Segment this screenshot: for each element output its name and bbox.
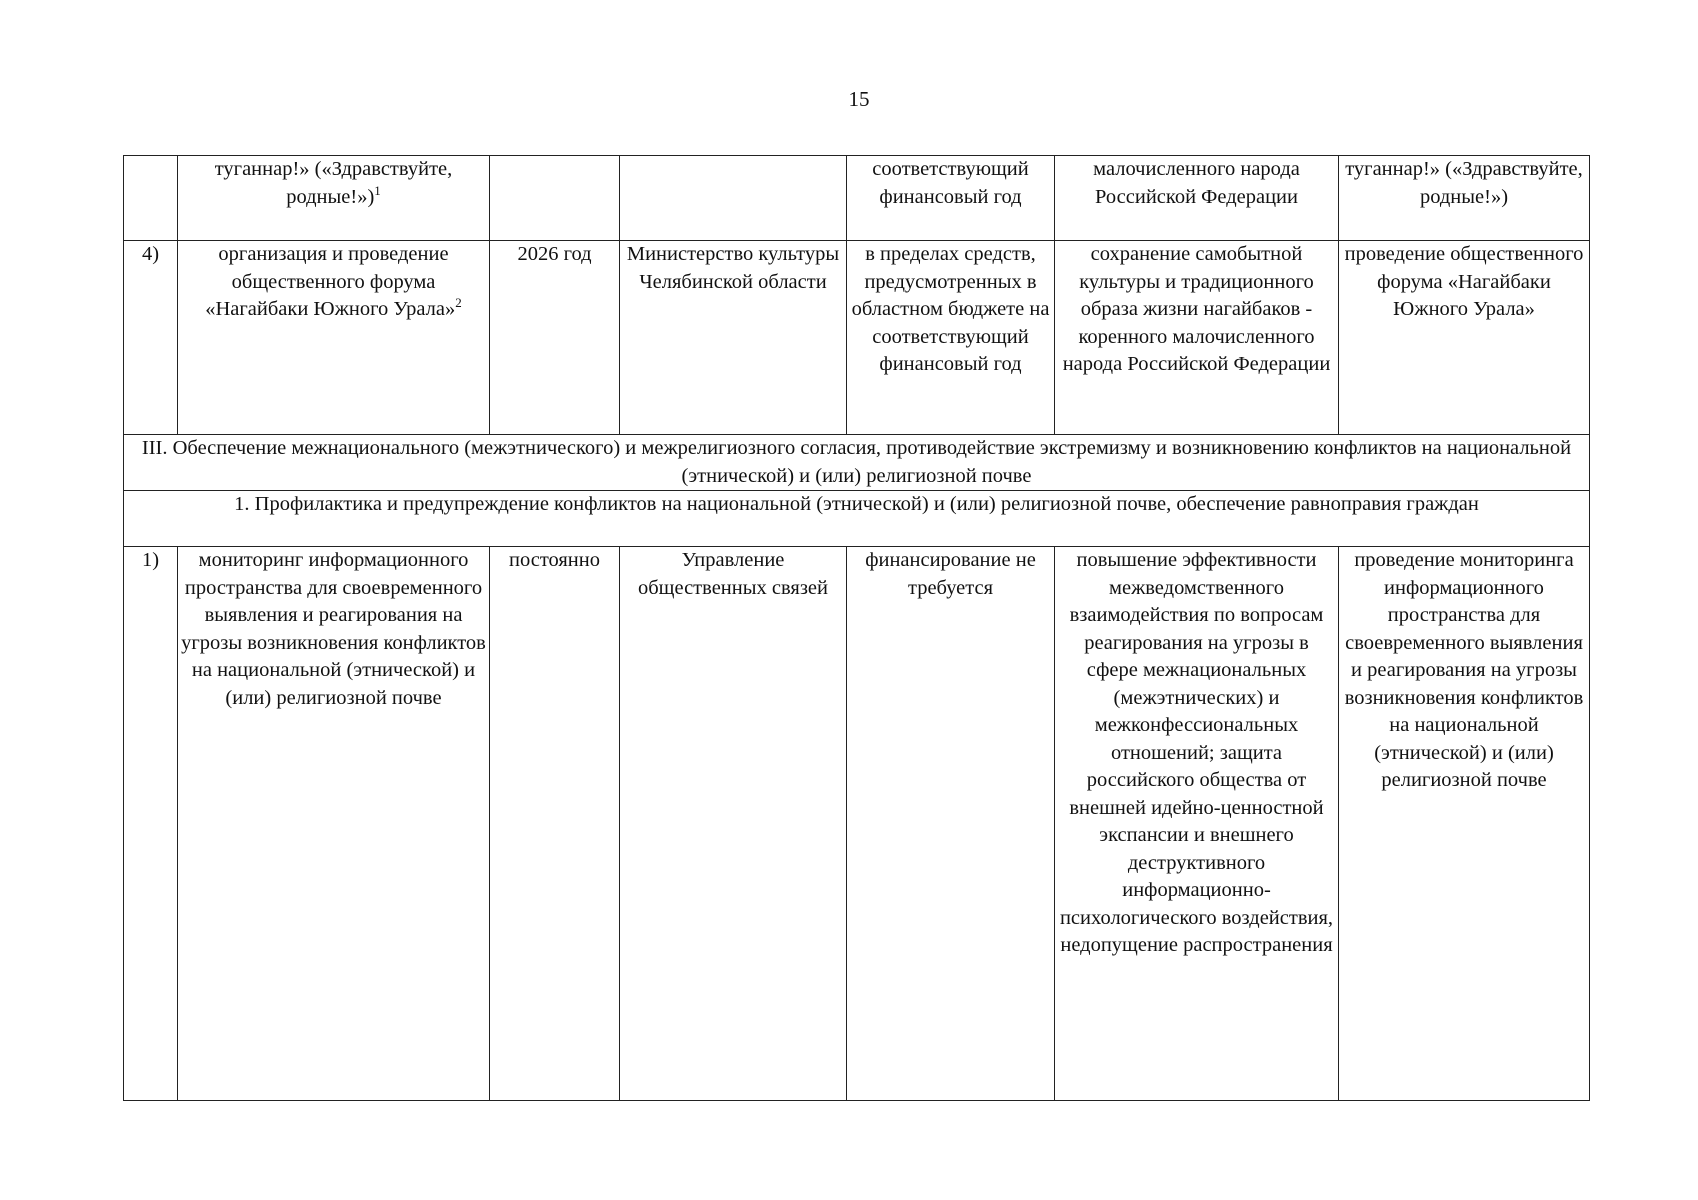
executor-cell: Министерство культуры Челябинской области — [620, 241, 847, 435]
goal-cell: сохранение самобытной культуры и традиционного образа жизни нагайбаков - коренного малочисленного народа Российской Федерации — [1055, 241, 1339, 435]
funding-cell: соответствующий финансовый год — [847, 156, 1055, 241]
term-cell: 2026 год — [490, 241, 620, 435]
footnote-mark: 1 — [374, 182, 381, 198]
table-row — [124, 156, 1590, 241]
event-text: организация и проведение общественного форума «Нагайбаки Южного Урала» — [205, 243, 456, 320]
funding-cell: в пределах средств, предусмотренных в областном бюджете на соответствующий финансовый год — [847, 241, 1055, 435]
result-cell: туганнар!» («Здравствуйте, родные!») — [1339, 156, 1590, 241]
executor-cell: Управление общественных связей — [620, 547, 847, 1101]
event-cell — [178, 241, 490, 435]
row-number — [124, 156, 178, 241]
goal-cell: повышение эффективности межведомственного взаимодействия по вопросам реагирования на угрозы в сфере межнациональных (межэтнических) и межконфессиональных отношений; защита российского общества от внешней идейно-ценностной экспансии и внешнего деструктивного информационно-психологического воздействия, недопущение распространения — [1055, 547, 1339, 1101]
result-cell: проведение общественного форума «Нагайбаки Южного Урала» — [1339, 241, 1590, 435]
row-number: 4) — [124, 241, 178, 435]
executor-cell — [620, 156, 847, 241]
section-title: III. Обеспечение межнационального (межэтнического) и межрелигиозного согласия, противодействие экстремизму и возникновению конфликтов на национальной (этнической) и (или) религиозной почве — [124, 435, 1590, 491]
table-row — [124, 241, 1590, 435]
result-cell: проведение мониторинга информационного пространства для своевременного выявления и реагирования на угрозы возникновения конфликтов на национальной (этнической) и (или) религиозной почве — [1339, 547, 1590, 1101]
table-row — [124, 547, 1590, 1101]
funding-cell: финансирование не требуется — [847, 547, 1055, 1101]
section-row — [124, 435, 1590, 491]
page-number: 15 — [848, 87, 870, 111]
subsection-row — [124, 491, 1590, 547]
event-cell — [178, 156, 490, 241]
term-cell: постоянно — [490, 547, 620, 1101]
footnote-mark: 2 — [455, 295, 462, 311]
row-number: 1) — [124, 547, 178, 1101]
action-plan-table — [123, 155, 1590, 1101]
goal-cell: малочисленного народа Российской Федерации — [1055, 156, 1339, 241]
event-cell: мониторинг информационного пространства для своевременного выявления и реагирования на угрозы возникновения конфликтов на национальной (этнической) и (или) религиозной почве — [178, 547, 490, 1101]
subsection-title: 1. Профилактика и предупреждение конфликтов на национальной (этнической) и (или) религиозной почве, обеспечение равноправия граждан — [124, 491, 1590, 547]
term-cell — [490, 156, 620, 241]
event-text: туганнар!» («Здравствуйте, родные!») — [214, 158, 453, 208]
